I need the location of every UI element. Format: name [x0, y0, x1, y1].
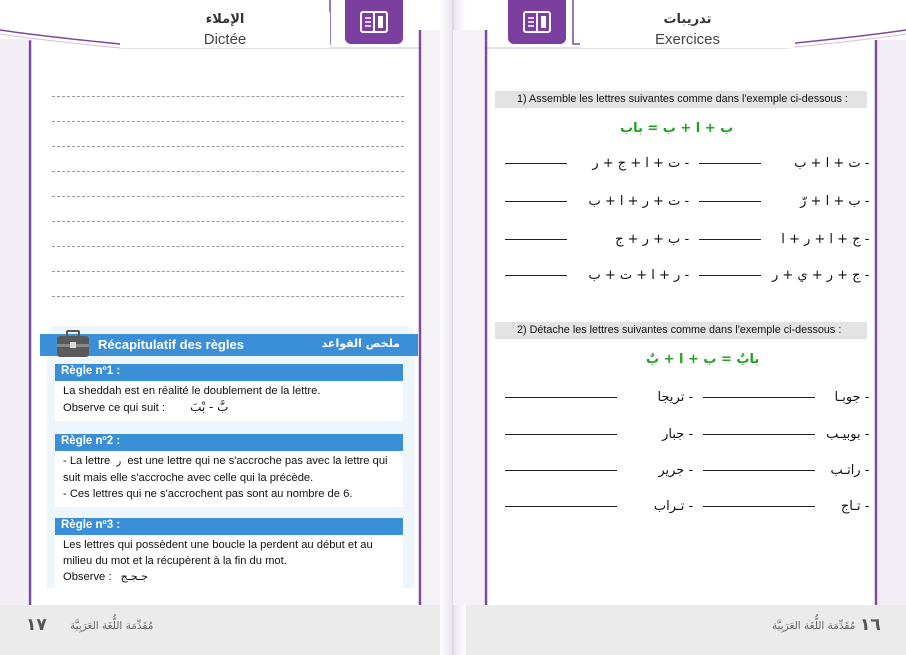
- rule-2-line-1-end: est une lettre qui ne s'accroche pas avec la lettre qui: [127, 455, 388, 467]
- answer-blank[interactable]: [703, 434, 815, 435]
- rule-3-arabic-example: جـجـج: [120, 570, 149, 583]
- word-left: تريجا -: [657, 390, 694, 405]
- left-book-tab: [345, 0, 403, 44]
- recap-title-bar: [40, 334, 418, 356]
- letters-left: ت + ا + ج + ر -: [592, 156, 690, 171]
- rule-2-line-3: - Ces lettres qui ne s'accrochent pas sont au nombre de 6.: [63, 488, 353, 500]
- recap-title-french: Récapitulatif des règles: [98, 337, 244, 352]
- left-header: [120, 12, 330, 48]
- letters-left: ر + ا + ت + ب -: [588, 268, 690, 283]
- rule-3-line-2: milieu du mot et la récupèrent à la fin du mot.: [63, 555, 287, 567]
- word-left: جرير -: [658, 463, 694, 478]
- dictation-line[interactable]: [52, 146, 404, 147]
- left-page-number: ١٧: [26, 615, 47, 635]
- rule-3-heading-bar: [55, 518, 403, 535]
- rule-1-arabic-example: بَّ - بْبَ: [190, 400, 229, 414]
- exercise-1-instruction: 1) Assemble les lettres suivantes comme dans l'exemple ci-dessous :: [517, 93, 848, 105]
- answer-blank[interactable]: [699, 163, 761, 164]
- dictation-line[interactable]: [52, 196, 404, 197]
- right-header: [580, 12, 795, 48]
- dictation-line[interactable]: [52, 271, 404, 272]
- rule-2-body: [55, 451, 403, 507]
- rule-1-heading-bar: [55, 364, 403, 381]
- rule-1-line-2: [63, 399, 395, 416]
- dictation-line[interactable]: [52, 121, 404, 122]
- letters-left: ب + ر + ج -: [615, 232, 690, 247]
- word-right: بوبيـب -: [826, 427, 870, 442]
- answer-blank[interactable]: [505, 275, 567, 276]
- left-header-french: Dictée: [203, 31, 247, 48]
- word-right: تـاج -: [840, 499, 870, 514]
- dictation-line[interactable]: [52, 221, 404, 222]
- rule-1-body: [55, 381, 403, 421]
- recap-title-arabic: ملخص القواعد: [321, 337, 400, 350]
- right-page-number: ١٦: [860, 615, 881, 635]
- letters-right: ج + ا + ر + ا -: [781, 232, 870, 247]
- rule-1-heading: Règle nº1 :: [61, 365, 121, 377]
- rule-2-heading-bar: [55, 434, 403, 451]
- answer-blank[interactable]: [505, 239, 567, 240]
- answer-blank[interactable]: [703, 506, 815, 507]
- rule-2-line-1-start: - La lettre: [63, 455, 111, 467]
- exercise-2-instruction: 2) Détache les lettres suivantes comme dans l'exemple ci-dessous :: [517, 324, 842, 336]
- letters-right: ج + ر + ي + ر -: [771, 268, 870, 283]
- word-right: جوبـا -: [834, 390, 870, 405]
- right-header-french: Exercices: [654, 31, 721, 48]
- rule-2-arabic-letter: ر: [116, 456, 122, 467]
- rule-1-line-1: La sheddah est en réalité le doublement de la lettre.: [63, 385, 321, 397]
- left-footer: [0, 605, 440, 655]
- left-footer-title: مُقَدِّمَة اللُّغَة العَرَبِيَّة: [70, 620, 154, 632]
- rule-3-body: [55, 535, 403, 588]
- letters-right: ب + ا + رّ -: [800, 194, 870, 209]
- right-book-tab: [508, 0, 566, 44]
- briefcase-icon: [56, 330, 90, 358]
- exercise-1-instruction-bar: [495, 91, 867, 108]
- exercise-1-row: [505, 156, 869, 171]
- rule-3-heading: Règle nº3 :: [61, 519, 121, 531]
- answer-blank[interactable]: [699, 275, 761, 276]
- dictation-line[interactable]: [52, 296, 404, 297]
- exercise-1-row: [505, 194, 869, 209]
- answer-blank[interactable]: [699, 239, 761, 240]
- word-left: جبار -: [662, 427, 694, 442]
- answer-blank[interactable]: [505, 201, 567, 202]
- exercise-2-row: [505, 499, 869, 514]
- answer-blank[interactable]: [703, 470, 815, 471]
- book-icon: [522, 10, 552, 34]
- letters-right: ت + ا + ب -: [794, 156, 870, 171]
- word-left: تـراب -: [653, 499, 694, 514]
- dictation-line[interactable]: [52, 171, 404, 172]
- book-icon: [359, 10, 389, 34]
- exercise-2-row: [505, 390, 869, 405]
- rule-1-observe-label: Observe ce qui suit :: [63, 402, 165, 414]
- rule-2-line-1: [63, 453, 395, 470]
- dictation-line[interactable]: [52, 246, 404, 247]
- answer-blank[interactable]: [505, 163, 567, 164]
- answer-blank[interactable]: [505, 434, 617, 435]
- exercise-1-example: ب + ا + ب = باب: [620, 121, 734, 136]
- answer-blank[interactable]: [505, 397, 617, 398]
- right-header-arabic: تدريبات: [663, 12, 712, 27]
- rule-2-line-2: suit mais elle s'accroche avec celle qui la précède.: [63, 472, 314, 484]
- answer-blank[interactable]: [699, 201, 761, 202]
- rule-3-observe-label: Observe :: [63, 571, 112, 583]
- left-header-arabic: الإملاء: [205, 12, 245, 27]
- exercise-1-row: [505, 268, 869, 283]
- word-right: راتـب -: [830, 463, 870, 478]
- exercise-2-row: [505, 427, 869, 442]
- dictation-line[interactable]: [52, 96, 404, 97]
- exercise-1-row: [505, 232, 869, 247]
- exercise-2-row: [505, 463, 869, 478]
- answer-blank[interactable]: [505, 470, 617, 471]
- exercise-2-example: بابٌ = ب + ا + بٌ: [646, 352, 760, 367]
- exercise-2-instruction-bar: [495, 322, 867, 339]
- rule-3-line-1: Les lettres qui possèdent une boucle la perdent au début et au: [63, 539, 373, 551]
- rule-2-heading: Règle nº2 :: [61, 435, 121, 447]
- right-footer-title: مُقَدِّمَة اللُّغَة العَرَبِيَّة: [772, 620, 856, 632]
- rule-3-line-3: [63, 569, 395, 585]
- letters-left: ت + ر + ا + ب -: [588, 194, 690, 209]
- answer-blank[interactable]: [505, 506, 617, 507]
- answer-blank[interactable]: [703, 397, 815, 398]
